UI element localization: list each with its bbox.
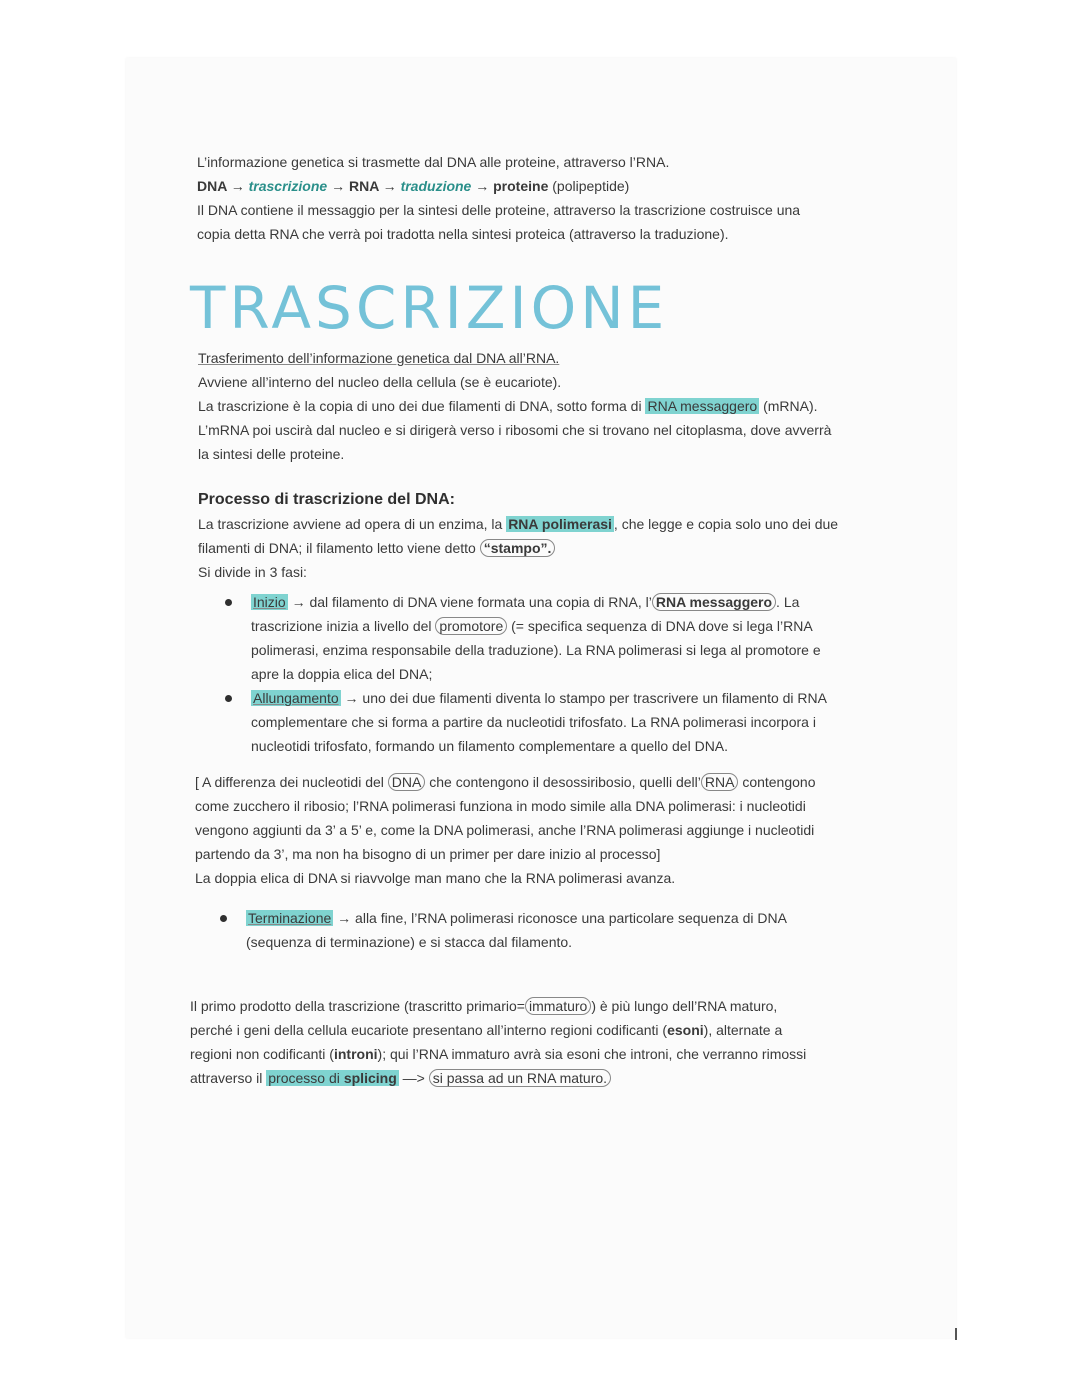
process-heading: Processo di trascrizione del DNA: [198, 491, 455, 508]
terminazione-block [220, 906, 787, 954]
inizio-line-3: polimerasi, enzima responsabile della traduzione). La RNA polimerasi si lega al promotore e [251, 642, 821, 658]
intro-block [197, 150, 800, 246]
inizio-line-1-text: → dal filamento di DNA viene formata una copia di RNA, l’ [291, 594, 652, 610]
circled-immaturo: immaturo [525, 997, 591, 1015]
definition-line-1 [198, 346, 831, 370]
final-line-4-arrow: —> [402, 1070, 425, 1086]
process-line-1-post: , che legge e copia solo uno dei due [613, 516, 839, 532]
process-line-1 [198, 512, 838, 536]
allungamento-line-1-text: → uno dei due filamenti diventa lo stampo per trascrivere un filamento di RNA [344, 690, 827, 706]
circled-dna: DNA [388, 773, 426, 791]
final-line-1 [190, 994, 806, 1018]
bracket-line-1-pre: [ A differenza dei nucleotidi del [195, 774, 384, 790]
circled-stampo: “stampo”. [480, 539, 556, 557]
definition-line-1-text: Trasferimento dell’informazione genetica dal DNA all’RNA. [198, 350, 560, 366]
flow-polipeptide: (polipeptide) [552, 178, 630, 194]
intro-line-3: Il DNA contiene il messaggio per la sintesi delle proteine, attraverso la trascrizione costruisce una [197, 202, 801, 218]
process-line-2-pre: filamenti di DNA; il filamento letto viene detto [198, 540, 476, 556]
final-line-3-post: ); qui l’RNA immaturo avrà sia esoni che introni, che verranno rimossi [377, 1046, 807, 1062]
boxed-rna-maturo: si passa ad un RNA maturo. [429, 1069, 611, 1087]
bracket-line-4: partendo da 3’, ma non ha bisogno di un primer per dare inizio al processo] [195, 846, 661, 862]
bracket-line-2: come zucchero il ribosio; l’RNA polimerasi funziona in modo simile alla DNA polimerasi: i nucleotidi [195, 798, 806, 814]
inizio-line-1 [251, 590, 827, 614]
phases-block [225, 590, 827, 758]
final-line-3-pre: regioni non codificanti ( [190, 1046, 334, 1062]
terminazione-list [220, 906, 787, 954]
bracket-line-1-post: contengono [742, 774, 816, 790]
bracket-line-5: La doppia elica di DNA si riavvolge man mano che la RNA polimerasi avanza. [195, 870, 676, 886]
final-line-1-pre: Il primo prodotto della trascrizione (trascritto primario= [190, 998, 525, 1014]
final-line-2 [190, 1018, 806, 1042]
list-item-allungamento [225, 686, 827, 758]
bracket-line-3: vengono aggiunti da 3’ a 5’ e, come la DNA polimerasi, anche l’RNA polimerasi aggiunge i nucleotidi [195, 822, 815, 838]
final-line-3 [190, 1042, 806, 1066]
allungamento-line-3: nucleotidi trifosfato, formando un filamento complementare a quello del DNA. [251, 738, 729, 754]
allungamento-line-2: complementare che si forma a partire da nucleotidi trifosfato. La RNA polimerasi incorpora i [251, 714, 816, 730]
process-line-3: Si divide in 3 fasi: [198, 564, 307, 580]
final-paragraph [190, 994, 806, 1090]
definition-line-2: Avviene all’interno del nucleo della cellula (se è eucariote). [198, 374, 562, 390]
list-item-inizio [225, 590, 827, 686]
definition-line-3-post: (mRNA). [763, 398, 818, 414]
bold-esoni: esoni [667, 1022, 704, 1038]
flow-line [197, 174, 800, 198]
inizio-line-2-post: (= specifica sequenza di DNA dove si lega l’RNA [511, 618, 813, 634]
highlight-rna-messaggero: RNA messaggero [647, 398, 758, 414]
bracket-line-1-mid: che contengono il desossiribosio, quelli dell’ [429, 774, 701, 790]
highlight-splicing: splicing [343, 1070, 397, 1086]
highlight-rna-polimerasi: RNA polimerasi [508, 516, 612, 532]
final-line-4 [190, 1066, 806, 1090]
scan-edge-mark [955, 1328, 957, 1340]
terminazione-line-2: (sequenza di terminazione) e si stacca dal filamento. [246, 934, 573, 950]
bracket-note [195, 770, 816, 890]
allungamento-line-1 [251, 686, 827, 710]
label-inizio: Inizio [253, 594, 286, 610]
inizio-line-1-end: . La [776, 594, 800, 610]
bold-introni: introni [333, 1046, 378, 1062]
process-block [198, 488, 838, 584]
final-line-2-post: ), alternate a [703, 1022, 783, 1038]
final-line-2-pre: perché i geni della cellula eucariote presentano all’interno regioni codificanti ( [190, 1022, 668, 1038]
inizio-line-2 [251, 614, 827, 638]
terminazione-line-1-text: → alla fine, l’RNA polimerasi riconosce una particolare sequenza di DNA [337, 910, 787, 926]
definition-block [198, 346, 831, 466]
definition-line-4: L’mRNA poi uscirà dal nucleo e si dirigerà verso i ribosomi che si trovano nel citoplasma, dove avverrà [198, 422, 832, 438]
circled-rna: RNA [701, 773, 739, 791]
page-title: TRASCRIZIONE [190, 274, 669, 342]
inizio-line-4: apre la doppia elica del DNA; [251, 666, 433, 682]
definition-line-3-pre: La trascrizione è la copia di uno dei due filamenti di DNA, sotto forma di [198, 398, 642, 414]
terminazione-line-1 [246, 906, 787, 930]
flow-trascrizione: trascrizione [248, 178, 328, 194]
label-allungamento: Allungamento [253, 690, 339, 706]
final-line-4-pre: attraverso il [190, 1070, 263, 1086]
process-line-1-pre: La trascrizione avviene ad opera di un enzima, la [198, 516, 503, 532]
label-terminazione: Terminazione [248, 910, 332, 926]
flow-traduzione: traduzione [400, 178, 472, 194]
circled-rna-messaggero: RNA messaggero [652, 593, 776, 611]
definition-line-5: la sintesi delle proteine. [198, 446, 345, 462]
highlight-processo-di: processo di [268, 1070, 340, 1086]
flow-arrow: → [475, 178, 490, 194]
list-item-terminazione [220, 906, 787, 954]
circled-promotore: promotore [435, 617, 507, 635]
flow-proteine: proteine [493, 178, 549, 194]
process-line-2 [198, 536, 838, 560]
phases-list [225, 590, 827, 758]
flow-dna: DNA → [197, 178, 245, 194]
intro-line-4: copia detta RNA che verrà poi tradotta nella sintesi proteica (attraverso la traduzione). [197, 226, 729, 242]
definition-line-3 [198, 394, 831, 418]
intro-line-1: L’informazione genetica si trasmette dal DNA alle proteine, attraverso l’RNA. [197, 154, 670, 170]
flow-rna: → RNA → [331, 178, 397, 194]
inizio-line-2-pre: trascrizione inizia a livello del [251, 618, 432, 634]
final-line-1-post: ) è più lungo dell’RNA maturo, [591, 998, 778, 1014]
bracket-line-1 [195, 770, 816, 794]
